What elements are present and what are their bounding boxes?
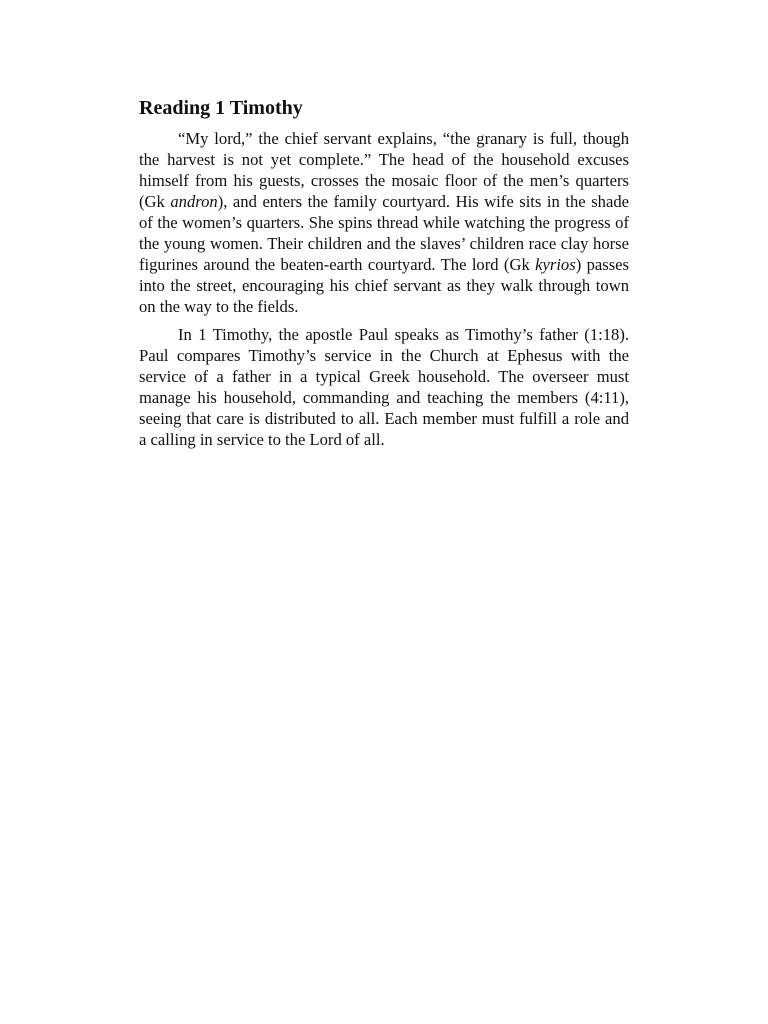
document-page [139, 95, 629, 457]
greek-term-kyrios: kyrios [535, 255, 576, 274]
paragraph-1-text-c: ) passes into the street, encouraging his chief servant as they walk through town on the way to the fields. [139, 255, 629, 316]
paragraph-1-text-a: “My lord,” the chief servant explains, “the granary is full, though the harvest is not yet complete.” The head of the household excuses himself from his guests, crosses the mosaic floor of the men’s quarters (Gk [139, 129, 629, 211]
body-paragraph-1 [139, 128, 629, 317]
greek-term-andron: andron [170, 192, 218, 211]
section-heading: Reading 1 Timothy [139, 97, 303, 119]
body-paragraph-2: In 1 Timothy, the apostle Paul speaks as Timothy’s father (1:18). Paul compares Timothy’s service in the Church at Ephesus with the service of a father in a typical Greek household. The overseer must manage his household, commanding and teaching the members (4:11), seeing that care is distributed to all. Each member must fulfill a role and a calling in service to the Lord of all. [139, 325, 629, 449]
paragraph-1-text-b: ), and enters the family courtyard. His wife sits in the shade of the women’s quarters. She spins thread while watching the progress of the young women. Their children and the slaves’ children race clay horse figurines around the beaten-earth courtyard. The lord (Gk [139, 192, 629, 274]
